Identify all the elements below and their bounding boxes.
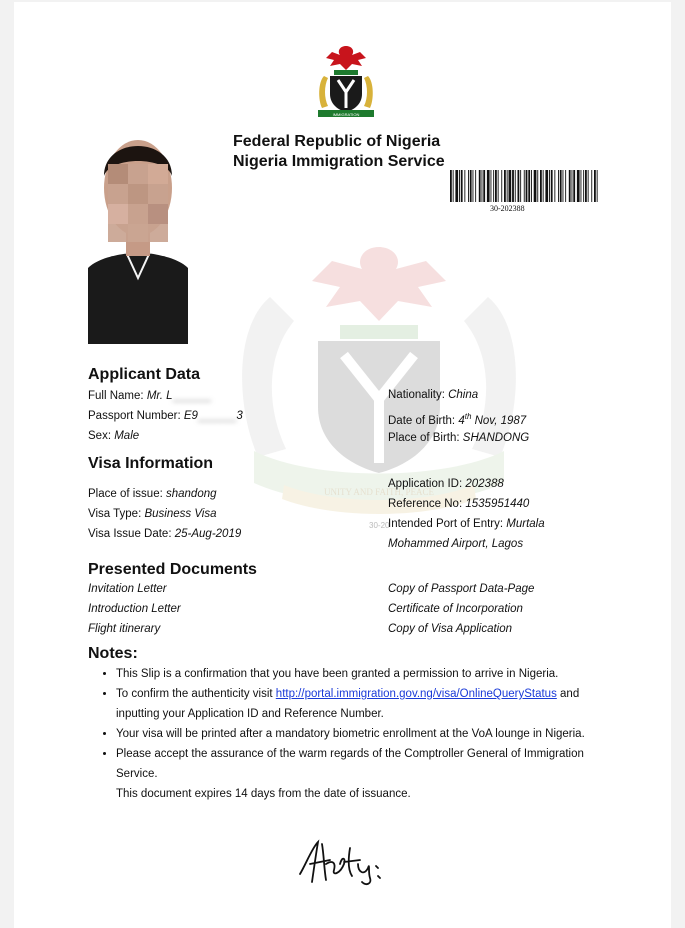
sex-row — [88, 430, 139, 442]
barcode-bar — [461, 170, 463, 202]
barcode-bar — [528, 170, 530, 202]
full-name-value: Mr. L — [146, 390, 173, 402]
port-of-entry-value: Murtala — [506, 518, 545, 530]
barcode-bar — [594, 170, 596, 202]
passport-value: E9 — [183, 410, 198, 422]
barcode-bar — [549, 170, 550, 202]
visa-type-value: Business Visa — [144, 508, 217, 520]
applicant-heading: Applicant Data — [88, 366, 201, 383]
barcode-bar — [515, 170, 516, 202]
document-item: Invitation Letter — [88, 583, 167, 595]
nationality-label: Nationality: — [388, 389, 445, 401]
passport-row: Passport Number: E9______3 — [88, 410, 243, 422]
barcode-bar — [520, 170, 521, 202]
barcode-number: 30-202388 — [490, 204, 525, 213]
application-id-row — [388, 478, 504, 490]
issue-date-label: Visa Issue Date: — [88, 528, 172, 540]
barcode-bar — [518, 170, 520, 202]
reference-value: 1535951440 — [465, 498, 530, 510]
note-item: • Your visa will be printed after a mandatory biometric enrollment at the VoA lounge in Nigeria. — [116, 724, 620, 744]
place-of-issue-value: shandong — [166, 488, 217, 500]
application-id-value: 202388 — [465, 478, 504, 490]
notes-list — [100, 664, 620, 804]
barcode-bar — [524, 170, 525, 202]
header-agency: Nigeria Immigration Service — [233, 153, 445, 170]
nationality-row — [388, 389, 478, 401]
coat-of-arms-text: IMMIGRATION — [332, 112, 360, 117]
barcode-bar — [470, 170, 472, 202]
port-of-entry-value-cont: Mohammed Airport, Lagos — [388, 538, 524, 550]
barcode-bar — [554, 170, 555, 202]
visa-heading: Visa Information — [88, 455, 214, 472]
dob-value: 4th Nov, 1987 — [458, 412, 527, 427]
barcode-bar — [572, 170, 573, 202]
barcode-bar — [534, 170, 537, 202]
applicant-photo — [88, 118, 188, 344]
barcode-bar — [483, 170, 485, 202]
issue-date-row — [88, 528, 241, 540]
barcode-bar — [540, 170, 542, 202]
pob-label: Place of Birth: — [388, 432, 460, 444]
barcode-bar — [565, 170, 566, 202]
place-of-issue-row — [88, 488, 217, 500]
barcode-bar — [526, 170, 528, 202]
place-of-issue-label: Place of issue: — [88, 488, 163, 500]
barcode-bar — [501, 170, 502, 202]
barcode-bar — [493, 170, 494, 202]
document-item: Introduction Letter — [88, 603, 181, 615]
signature-image — [296, 834, 388, 886]
note-item: • To confirm the authenticity visit http://portal.immigration.gov.ng/visa/OnlineQueryStatus and inputting your Application ID and Reference Number. — [116, 684, 620, 724]
barcode-bar — [573, 170, 575, 202]
barcode-bar — [468, 170, 469, 202]
note-item: • Please accept the assurance of the warm regards of the Comptroller General of Immigration Service. — [116, 744, 620, 784]
barcode-bar — [479, 170, 481, 202]
issue-date-value: 25-Aug-2019 — [174, 528, 242, 540]
online-query-status-link[interactable]: http://portal.immigration.gov.ng/visa/OnlineQueryStatus — [275, 688, 557, 700]
barcode-bar — [551, 170, 553, 202]
barcode-bar — [531, 170, 532, 202]
full-name-row: Full Name: Mr. L______ — [88, 390, 211, 402]
barcode-bar — [563, 170, 564, 202]
barcode-bar — [504, 170, 506, 202]
sex-label: Sex: — [88, 430, 112, 442]
barcode-bar — [543, 170, 544, 202]
barcode-bar — [588, 170, 589, 202]
barcode-bar — [475, 170, 476, 202]
barcode-bar — [537, 170, 538, 202]
document-item: Flight itinerary — [88, 623, 161, 635]
application-id-label: Application ID: — [388, 478, 463, 490]
nationality-value: China — [448, 389, 479, 401]
barcode-bar — [577, 170, 580, 202]
coat-of-arms-icon — [310, 42, 382, 120]
barcode-bar — [507, 170, 508, 202]
barcode-bar — [482, 170, 483, 202]
visa-type-row — [88, 508, 217, 520]
dob-row — [388, 412, 526, 427]
barcode-bar — [495, 170, 497, 202]
barcode — [450, 170, 598, 206]
barcode-bar — [583, 170, 584, 202]
pob-row — [388, 432, 529, 444]
barcode-bar — [455, 170, 458, 202]
visa-slip-page — [14, 2, 671, 928]
barcode-bar — [569, 170, 571, 202]
barcode-bar — [464, 170, 465, 202]
port-of-entry-row — [388, 518, 545, 530]
pob-value: SHANDONG — [462, 432, 530, 444]
dob-label: Date of Birth: — [388, 414, 456, 427]
barcode-bar — [459, 170, 460, 202]
barcode-bar — [453, 170, 454, 202]
reference-row — [388, 498, 529, 510]
barcode-bar — [558, 170, 559, 202]
document-item: Certificate of Incorporation — [388, 603, 523, 615]
expiry-note: This document expires 14 days from the date of issuance. — [116, 788, 411, 800]
full-name-label: Full Name: — [88, 390, 144, 402]
documents-heading: Presented Documents — [88, 561, 257, 578]
barcode-bar — [585, 170, 587, 202]
barcode-bar — [591, 170, 592, 202]
watermark-coat-of-arms-icon — [214, 237, 544, 517]
notes-heading: Notes: — [88, 645, 138, 662]
barcode-bar — [512, 170, 514, 202]
barcode-bar — [597, 170, 598, 202]
barcode-bar — [509, 170, 512, 202]
document-item: Copy of Passport Data-Page — [388, 583, 535, 595]
watermark-motto: UNITY AND FAITH, PEACE — [324, 487, 434, 497]
watermark-number: 30-20 — [369, 521, 390, 530]
barcode-bar — [473, 170, 474, 202]
passport-value-tail: 3 — [236, 410, 243, 422]
port-of-entry-label: Intended Port of Entry: — [388, 518, 504, 530]
visa-type-label: Visa Type: — [88, 508, 142, 520]
barcode-bar — [560, 170, 562, 202]
barcode-bar — [545, 170, 548, 202]
barcode-bar — [581, 170, 582, 202]
barcode-bar — [491, 170, 492, 202]
header-country: Federal Republic of Nigeria — [233, 133, 441, 150]
note-item: • This Slip is a confirmation that you have been granted a permission to arrive in Nigeria. — [116, 664, 620, 684]
sex-value: Male — [114, 430, 140, 442]
reference-label: Reference No: — [388, 498, 463, 510]
document-item: Copy of Visa Application — [388, 623, 513, 635]
barcode-bar — [498, 170, 499, 202]
passport-label: Passport Number: — [88, 410, 181, 422]
barcode-bar — [487, 170, 490, 202]
barcode-bar — [450, 170, 452, 202]
